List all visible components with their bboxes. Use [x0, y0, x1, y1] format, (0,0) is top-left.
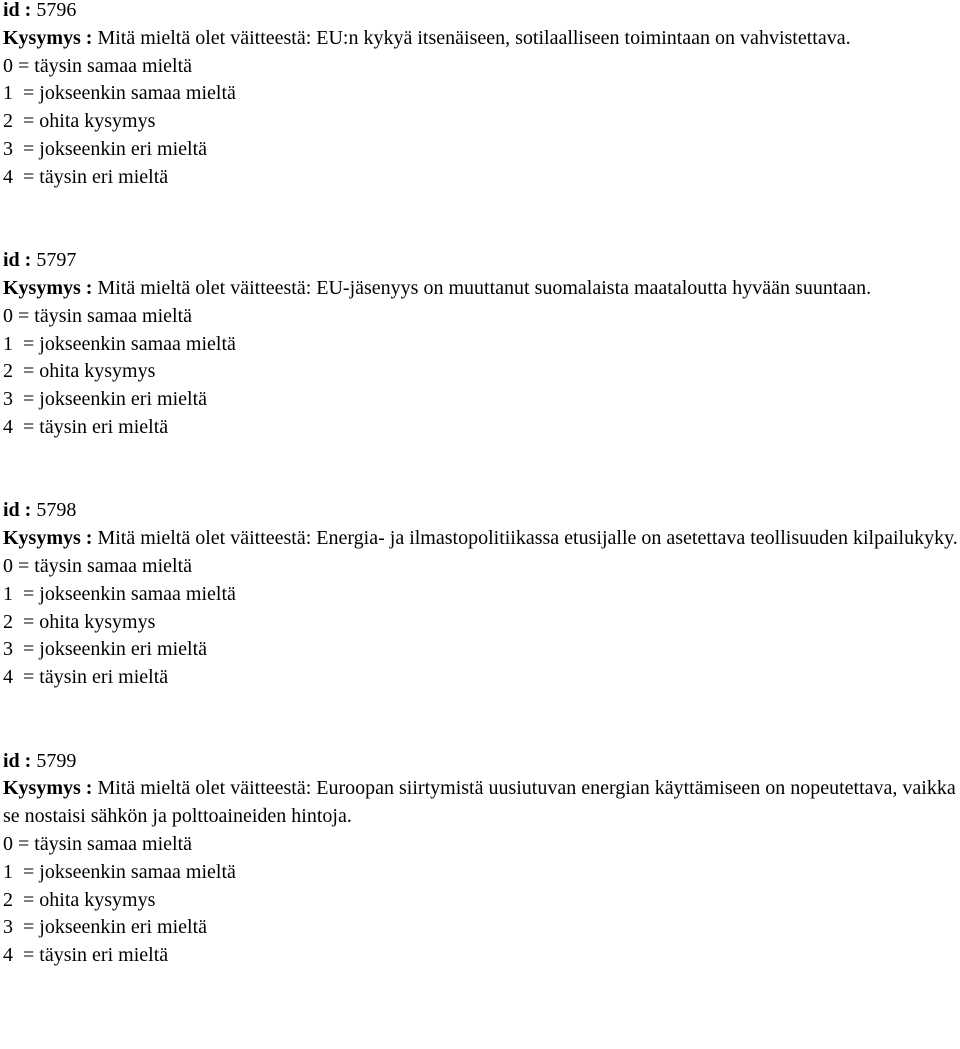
- question-label: Kysymys :: [3, 777, 98, 800]
- answer-option-4: 4 = täysin eri mieltä: [3, 944, 169, 967]
- question-label: Kysymys :: [3, 276, 98, 299]
- answer-option-3: 3 = jokseenkin eri mieltä: [3, 638, 208, 661]
- entry-id: 5799: [36, 749, 77, 772]
- question-text: Mitä mieltä olet väitteestä: Euroopan siirtymistä uusiutuvan energian käyttämiseen on nopeutettava, vaikka se nostaisi sähkön ja polttoaineiden hintoja.: [3, 777, 956, 828]
- answer-option-1: 1 = jokseenkin samaa mieltä: [3, 860, 236, 883]
- entry-id-line: [3, 748, 958, 776]
- question-line: [3, 775, 958, 831]
- document-page: [3, 0, 958, 970]
- question-text: Mitä mieltä olet väitteestä: EU-jäsenyys on muuttanut suomalaista maataloutta hyvään suuntaan.: [97, 276, 872, 299]
- answer-option-4: 4 = täysin eri mieltä: [3, 666, 169, 689]
- entry-id: 5797: [36, 249, 77, 272]
- question-line: [3, 525, 958, 553]
- question-label: Kysymys :: [3, 26, 98, 49]
- answer-option-1: 1 = jokseenkin samaa mieltä: [3, 82, 236, 105]
- answer-option-2: 2 = ohita kysymys: [3, 610, 156, 633]
- answer-option-2: 2 = ohita kysymys: [3, 360, 156, 383]
- answer-option-1: 1 = jokseenkin samaa mieltä: [3, 332, 236, 355]
- question-line: [3, 25, 958, 53]
- entry-id: 5796: [36, 0, 77, 21]
- question-entry-5798: [3, 497, 958, 692]
- id-label: id :: [3, 0, 37, 21]
- question-text: Mitä mieltä olet väitteestä: Energia- ja ilmastopolitiikassa etusijalle on asetettava teollisuuden kilpailukyky.: [97, 527, 958, 550]
- answer-option-2: 2 = ohita kysymys: [3, 110, 156, 133]
- answer-option-3: 3 = jokseenkin eri mieltä: [3, 388, 208, 411]
- answer-option-0: 0 = täysin samaa mieltä: [3, 304, 193, 327]
- question-text: Mitä mieltä olet väitteestä: EU:n kykyä itsenäiseen, sotilaalliseen toimintaan on vahvistettava.: [97, 26, 851, 49]
- answer-option-2: 2 = ohita kysymys: [3, 888, 156, 911]
- entry-id-line: [3, 497, 958, 525]
- question-entry-5796: [3, 0, 958, 192]
- answer-option-4: 4 = täysin eri mieltä: [3, 165, 169, 188]
- entry-id-line: [3, 247, 958, 275]
- id-label: id :: [3, 749, 37, 772]
- answer-option-0: 0 = täysin samaa mieltä: [3, 554, 193, 577]
- question-label: Kysymys :: [3, 527, 98, 550]
- answer-option-0: 0 = täysin samaa mieltä: [3, 54, 193, 77]
- entry-id: 5798: [36, 499, 77, 522]
- answer-option-3: 3 = jokseenkin eri mieltä: [3, 137, 208, 160]
- question-entry-5797: [3, 247, 958, 442]
- answer-option-4: 4 = täysin eri mieltä: [3, 415, 169, 438]
- answer-option-1: 1 = jokseenkin samaa mieltä: [3, 582, 236, 605]
- entry-id-line: [3, 0, 958, 25]
- id-label: id :: [3, 249, 37, 272]
- answer-option-0: 0 = täysin samaa mieltä: [3, 832, 193, 855]
- id-label: id :: [3, 499, 37, 522]
- question-line: [3, 275, 958, 303]
- answer-option-3: 3 = jokseenkin eri mieltä: [3, 916, 208, 939]
- question-entry-5799: [3, 748, 958, 970]
